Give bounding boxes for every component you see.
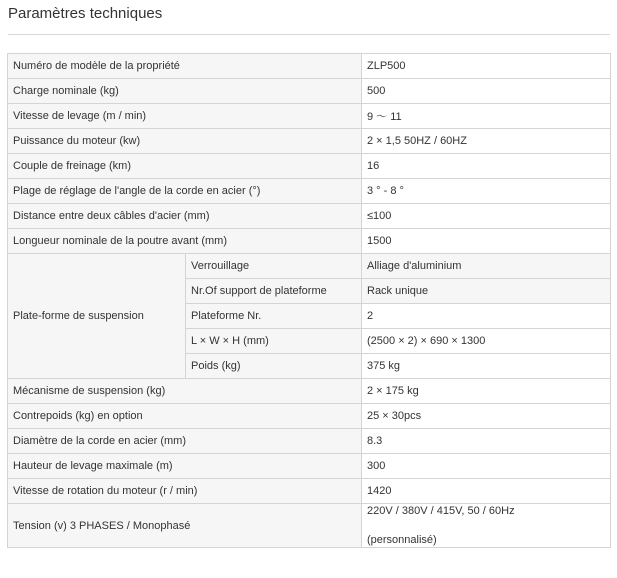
spec-label: Couple de freinage (km) [8,154,362,179]
spec-sublabel: Nr.Of support de plateforme [186,279,362,304]
table-row [8,429,611,454]
spec-value: 2 [362,304,611,329]
spec-value: (2500 × 2) × 690 × 1300 [362,329,611,354]
table-row [8,179,611,204]
spec-value: 25 × 30pcs [362,404,611,429]
spec-label: Vitesse de rotation du moteur (r / min) [8,479,362,504]
spec-table [7,53,611,548]
spec-sublabel: Plateforme Nr. [186,304,362,329]
table-row [8,79,611,104]
table-row [8,104,611,129]
spec-label: Tension (v) 3 PHASES / Monophasé [8,504,362,548]
spec-value: ≤100 [362,204,611,229]
spec-sublabel: Verrouillage [186,254,362,279]
table-row [8,404,611,429]
spec-value: 3 ° - 8 ° [362,179,611,204]
spec-value: 375 kg [362,354,611,379]
spec-value: 16 [362,154,611,179]
spec-value: 9 ～ 11 [362,104,611,129]
spec-value: 300 [362,454,611,479]
spec-value: 2 × 1,5 50HZ / 60HZ [362,129,611,154]
spec-label: Diamètre de la corde en acier (mm) [8,429,362,454]
spec-value: Alliage d'aluminium [362,254,611,279]
table-row [8,454,611,479]
spec-label: Plage de réglage de l'angle de la corde en acier (°) [8,179,362,204]
table-row [8,504,611,548]
spec-value: ZLP500 [362,54,611,79]
spec-value [362,504,611,548]
spec-label: Vitesse de levage (m / min) [8,104,362,129]
table-row [8,154,611,179]
spec-label: Charge nominale (kg) [8,79,362,104]
table-row [8,379,611,404]
spec-label: Puissance du moteur (kw) [8,129,362,154]
voltage-value: 220V / 380V / 415V, 50 / 60Hz [367,505,515,517]
spec-sublabel: L × W × H (mm) [186,329,362,354]
table-row [8,479,611,504]
spec-value: Rack unique [362,279,611,304]
spec-value: 1420 [362,479,611,504]
table-row [8,54,611,79]
table-row [8,204,611,229]
spec-value: 1500 [362,229,611,254]
table-row [8,129,611,154]
spec-label: Hauteur de levage maximale (m) [8,454,362,479]
spec-label: Numéro de modèle de la propriété [8,54,362,79]
spec-label: Longueur nominale de la poutre avant (mm) [8,229,362,254]
section-heading: Paramètres techniques [8,5,163,22]
table-row [8,254,611,279]
spec-value: 500 [362,79,611,104]
spec-value: 2 × 175 kg [362,379,611,404]
platform-group-label: Plate-forme de suspension [8,254,186,379]
spec-label: Distance entre deux câbles d'acier (mm) [8,204,362,229]
heading-divider [8,34,610,35]
spec-label: Contrepoids (kg) en option [8,404,362,429]
spec-label: Mécanisme de suspension (kg) [8,379,362,404]
spec-value: 8.3 [362,429,611,454]
table-row [8,229,611,254]
spec-sublabel: Poids (kg) [186,354,362,379]
voltage-note: (personnalisé) [367,534,437,546]
